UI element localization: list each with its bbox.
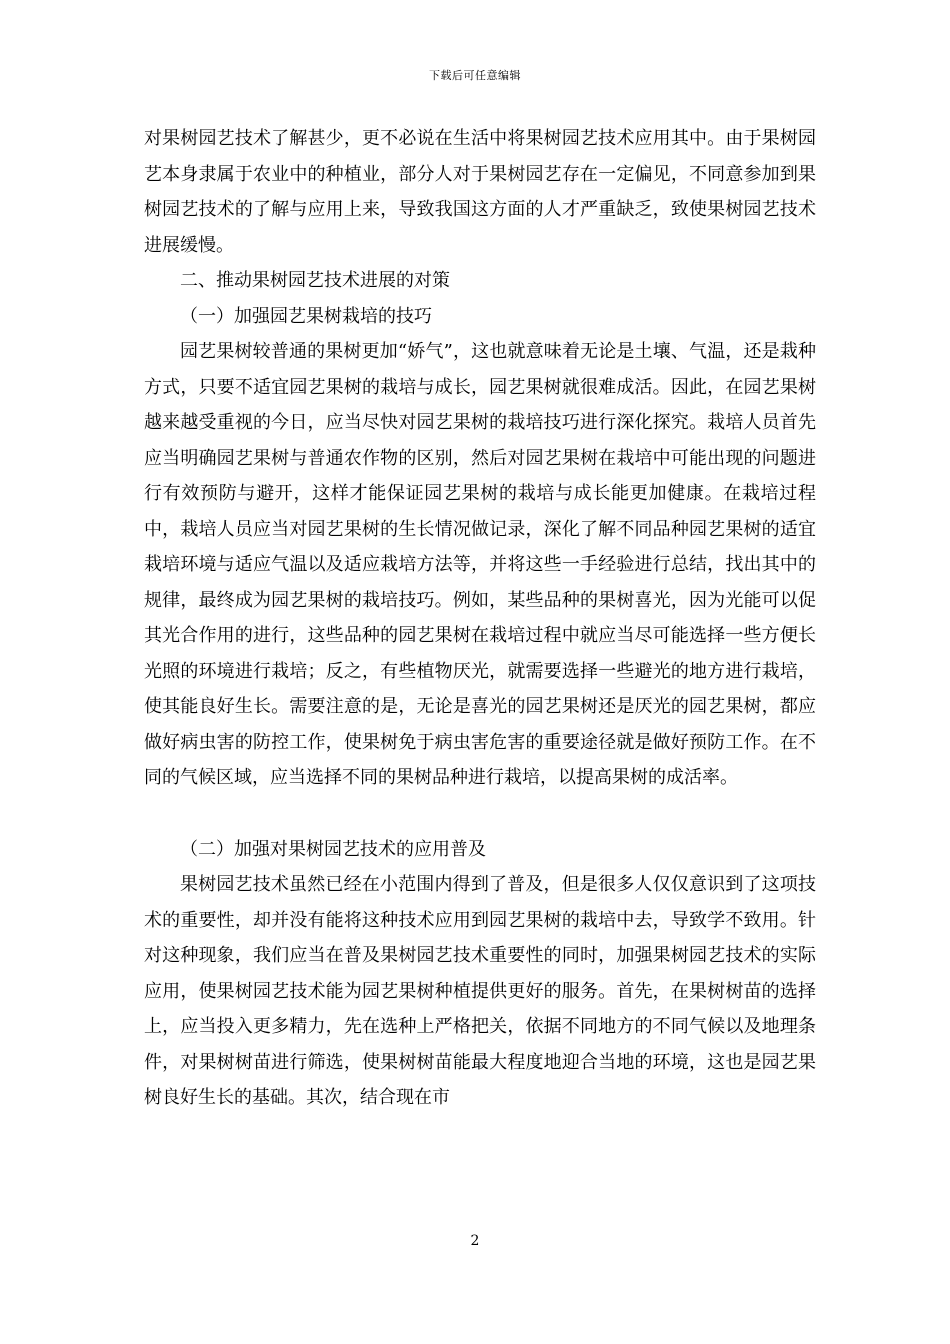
page-header: 下载后可任意编辑: [429, 69, 521, 82]
paragraph-continuation: 对果树园艺技术了解甚少，更不必说在生活中将果树园艺技术应用其中。由于果树园艺本身隶属于农业中的种植业，部分人对于果树园艺存在一定偏见，不同意参加到果树园艺技术的了解与应用上来，导致我国这方面的人才严重缺乏，致使果树园艺技术进展缓慢。: [144, 128, 816, 256]
paragraph-cultivation: 园艺果树较普通的果树更加“娇气”，这也就意味着无论是土壤、气温，还是栽种方式，只要不适宜园艺果树的栽培与成长，园艺果树就很难成活。因此，在园艺果树越来越受重视的今日，应当尽快对园艺果树的栽培技巧进行深化探究。栽培人员首先应当明确园艺果树与普通农作物的区别，然后对园艺果树在栽培中可能出现的问题进行有效预防与避开，这样才能保证园艺果树的栽培与成长能更加健康。在栽培过程中，栽培人员应当对园艺果树的生长情况做记录，深化了解不同品种园艺果树的适宜栽培环境与适应气温以及适应栽培方法等，并将这些一手经验进行总结，找出其中的规律，最终成为园艺果树的栽培技巧。例如，某些品种的果树喜光，因为光能可以促其光合作用的进行，这些品种的园艺果树在栽培过程中就应当尽可能选择一些方便长光照的环境进行栽培；反之，有些植物厌光，就需要选择一些避光的地方进行栽培，使其能良好生长。需要注意的是，无论是喜光的园艺果树还是厌光的园艺果树，都应做好病虫害的防控工作，使果树免于病虫害危害的重要途径就是做好预防工作。在不同的气候区域，应当选择不同的果树品种进行栽培，以提高果树的成活率。: [144, 341, 816, 788]
subsection-heading-1: （一）加强园艺果树栽培的技巧: [180, 305, 432, 327]
subsection-heading-2: （二）加强对果树园艺技术的应用普及: [180, 838, 486, 860]
page-number: 2: [470, 1233, 480, 1249]
paragraph-gap: [144, 796, 816, 832]
section-heading: 二、推动果树园艺技术进展的对策: [180, 270, 450, 291]
paragraph-application: 果树园艺技术虽然已经在小范围内得到了普及，但是很多人仅仅意识到了这项技术的重要性，却并没有能将这种技术应用到园艺果树的栽培中去，导致学不致用。针对这种现象，我们应当在普及果树园艺技术重要性的同时，加强果树园艺技术的实际应用，使果树园艺技术能为园艺果树种植提供更好的服务。首先，在果树树苗的选择上，应当投入更多精力，先在选种上严格把关，依据不同地方的不同气候以及地理条件，对果树树苗进行筛选，使果树树苗能最大程度地迎合当地的环境，这也是园艺果树良好生长的基础。其次，结合现在市: [144, 874, 816, 1108]
document-body: [144, 121, 816, 1116]
